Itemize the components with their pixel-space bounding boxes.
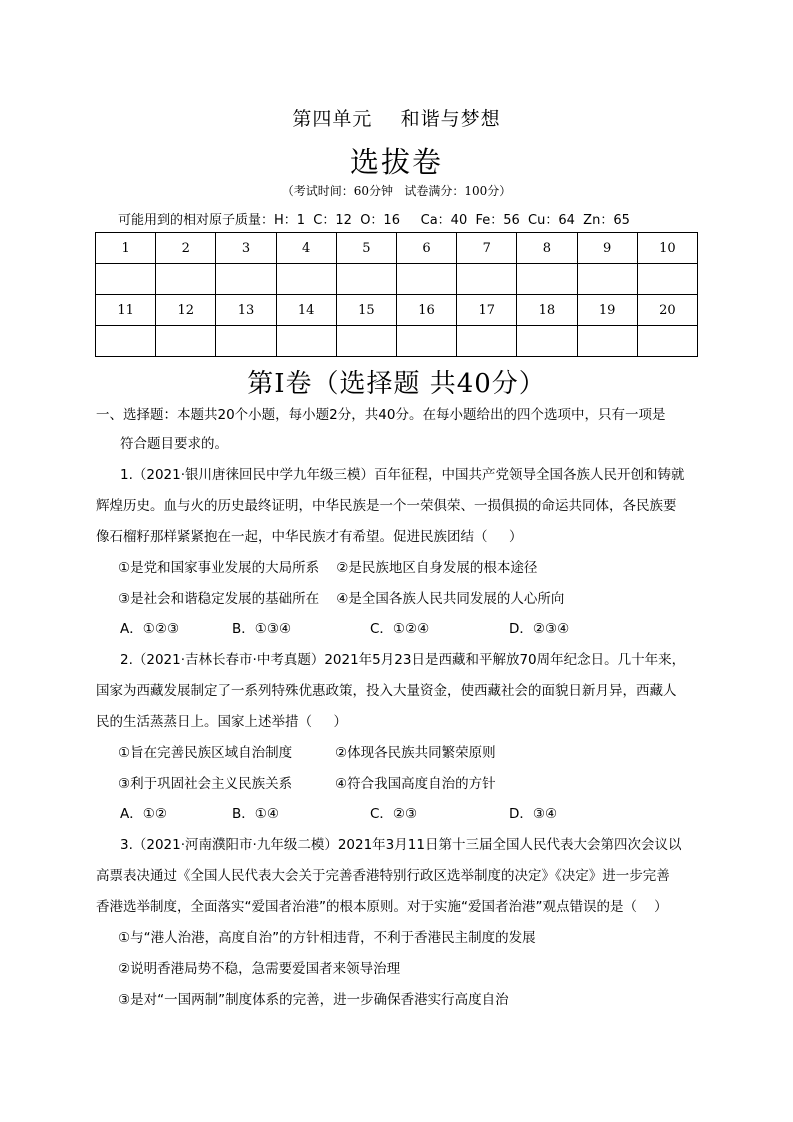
answer-blank-cell[interactable] — [517, 326, 577, 357]
answer-blank-cell[interactable] — [276, 326, 336, 357]
option-b[interactable]: B．①④ — [232, 806, 279, 822]
question-1-statement: ③是社会和谐稳定发展的基础所在 ④是全国各族人民共同发展的人心所向 — [118, 591, 565, 607]
answer-number-cell: 13 — [216, 295, 276, 326]
section-title: 第Ⅰ卷（选择题 共40分） — [247, 369, 546, 399]
answer-number-cell: 4 — [276, 233, 336, 264]
answer-number-cell: 3 — [216, 233, 276, 264]
answer-blank-cell[interactable] — [577, 264, 637, 295]
answer-blank-cell[interactable] — [396, 326, 456, 357]
question-1-stem: 1.（2021·银川唐徕回民中学九年级三模）百年征程，中国共产党领导全国各族人民开创和铸就 — [120, 467, 685, 483]
question-3-stem: 3.（2021·河南濮阳市·九年级二模）2021年3月11日第十三届全国人民代表大会第四次会议以 — [120, 837, 682, 853]
question-3-statement: ①与“港人治港，高度自治”的方针相违背，不利于香港民主制度的发展 — [118, 930, 536, 946]
option-a[interactable]: A．①② — [120, 806, 167, 822]
question-2-statement: ①旨在完善民族区域自治制度 ②体现各民族共同繁荣原则 — [118, 745, 496, 761]
answer-number-cell: 6 — [396, 233, 456, 264]
option-c[interactable]: C．①②④ — [370, 621, 430, 637]
atomic-masses-note: 可能用到的相对原子质量：H：1 C：12 O：16 Ca：40 Fe：56 Cu：64 Zn：65 — [118, 213, 630, 228]
answer-blank-cell[interactable] — [457, 264, 517, 295]
answer-grid-blank-row — [96, 326, 698, 357]
answer-number-cell: 10 — [637, 233, 697, 264]
question-2-stem: 国家为西藏发展制定了一系列特殊优惠政策，投入大量资金，使西藏社会的面貌日新月异，西藏人 — [96, 683, 677, 699]
instruction-line: 一、选择题：本题共20个小题，每小题2分，共40分。在每小题给出的四个选项中，只有一项是 — [96, 407, 666, 423]
answer-number-cell: 9 — [577, 233, 637, 264]
question-1-stem: 辉煌历史。血与火的历史最终证明，中华民族是一个一荣俱荣、一损俱损的命运共同体，各民族要 — [96, 498, 677, 514]
answer-grid-number-row — [96, 295, 698, 326]
question-3-statement: ②说明香港局势不稳，急需要爱国者来领导治理 — [118, 961, 401, 977]
answer-number-cell: 11 — [96, 295, 156, 326]
answer-number-cell: 20 — [637, 295, 697, 326]
answer-number-cell: 18 — [517, 295, 577, 326]
option-d[interactable]: D．②③④ — [509, 621, 570, 637]
instruction-line: 符合题目要求的。 — [120, 436, 228, 452]
answer-number-cell: 17 — [457, 295, 517, 326]
question-2-statement: ③利于巩固社会主义民族关系 ④符合我国高度自治的方针 — [118, 776, 496, 792]
answer-number-cell: 16 — [396, 295, 456, 326]
answer-number-cell: 2 — [156, 233, 216, 264]
answer-blank-cell[interactable] — [96, 326, 156, 357]
answer-blank-cell[interactable] — [336, 264, 396, 295]
question-1-stem: 像石榴籽那样紧紧抱在一起，中华民族才有希望。促进民族团结（ ） — [96, 529, 523, 545]
answer-grid — [95, 232, 698, 357]
question-1-statement: ①是党和国家事业发展的大局所系 ②是民族地区自身发展的根本途径 — [118, 560, 538, 576]
answer-blank-cell[interactable] — [457, 326, 517, 357]
question-2-stem: 2.（2021·吉林长春市·中考真题）2021年5月23日是西藏和平解放70周年纪念日。几十年来， — [120, 652, 686, 668]
option-b[interactable]: B．①③④ — [232, 621, 292, 637]
question-3-stem: 香港选举制度，全面落实“爱国者治港”的根本原则。对于实施“爱国者治港”观点错误的是（ ） — [96, 899, 668, 915]
answer-blank-cell[interactable] — [96, 264, 156, 295]
answer-blank-cell[interactable] — [637, 264, 697, 295]
answer-grid-blank-row — [96, 264, 698, 295]
answer-blank-cell[interactable] — [517, 264, 577, 295]
answer-blank-cell[interactable] — [577, 326, 637, 357]
answer-blank-cell[interactable] — [336, 326, 396, 357]
answer-number-cell: 14 — [276, 295, 336, 326]
question-3-statement: ③是对“一国两制”制度体系的完善，进一步确保香港实行高度自治 — [118, 992, 509, 1008]
option-d[interactable]: D．③④ — [509, 806, 558, 822]
answer-blank-cell[interactable] — [396, 264, 456, 295]
answer-blank-cell[interactable] — [216, 326, 276, 357]
answer-number-cell: 15 — [336, 295, 396, 326]
paper-type-title: 选拔卷 — [349, 145, 443, 179]
answer-blank-cell[interactable] — [637, 326, 697, 357]
question-3-stem: 高票表决通过《全国人民代表大会关于完善香港特别行政区选举制度的决定》《决定》进一步完善 — [96, 868, 670, 884]
answer-number-cell: 19 — [577, 295, 637, 326]
question-2-stem: 民的生活蒸蒸日上。国家上述举措（ ） — [96, 714, 347, 730]
answer-grid-number-row — [96, 233, 698, 264]
option-a[interactable]: A．①②③ — [120, 621, 180, 637]
answer-blank-cell[interactable] — [156, 264, 216, 295]
answer-number-cell: 5 — [336, 233, 396, 264]
option-c[interactable]: C．②③ — [370, 806, 418, 822]
answer-number-cell: 12 — [156, 295, 216, 326]
answer-number-cell: 1 — [96, 233, 156, 264]
exam-info: （考试时间：60分钟 试卷满分：100分） — [281, 184, 512, 198]
answer-number-cell: 7 — [457, 233, 517, 264]
answer-blank-cell[interactable] — [156, 326, 216, 357]
answer-blank-cell[interactable] — [216, 264, 276, 295]
unit-title: 第四单元 和谐与梦想 — [292, 108, 501, 130]
answer-blank-cell[interactable] — [276, 264, 336, 295]
answer-number-cell: 8 — [517, 233, 577, 264]
